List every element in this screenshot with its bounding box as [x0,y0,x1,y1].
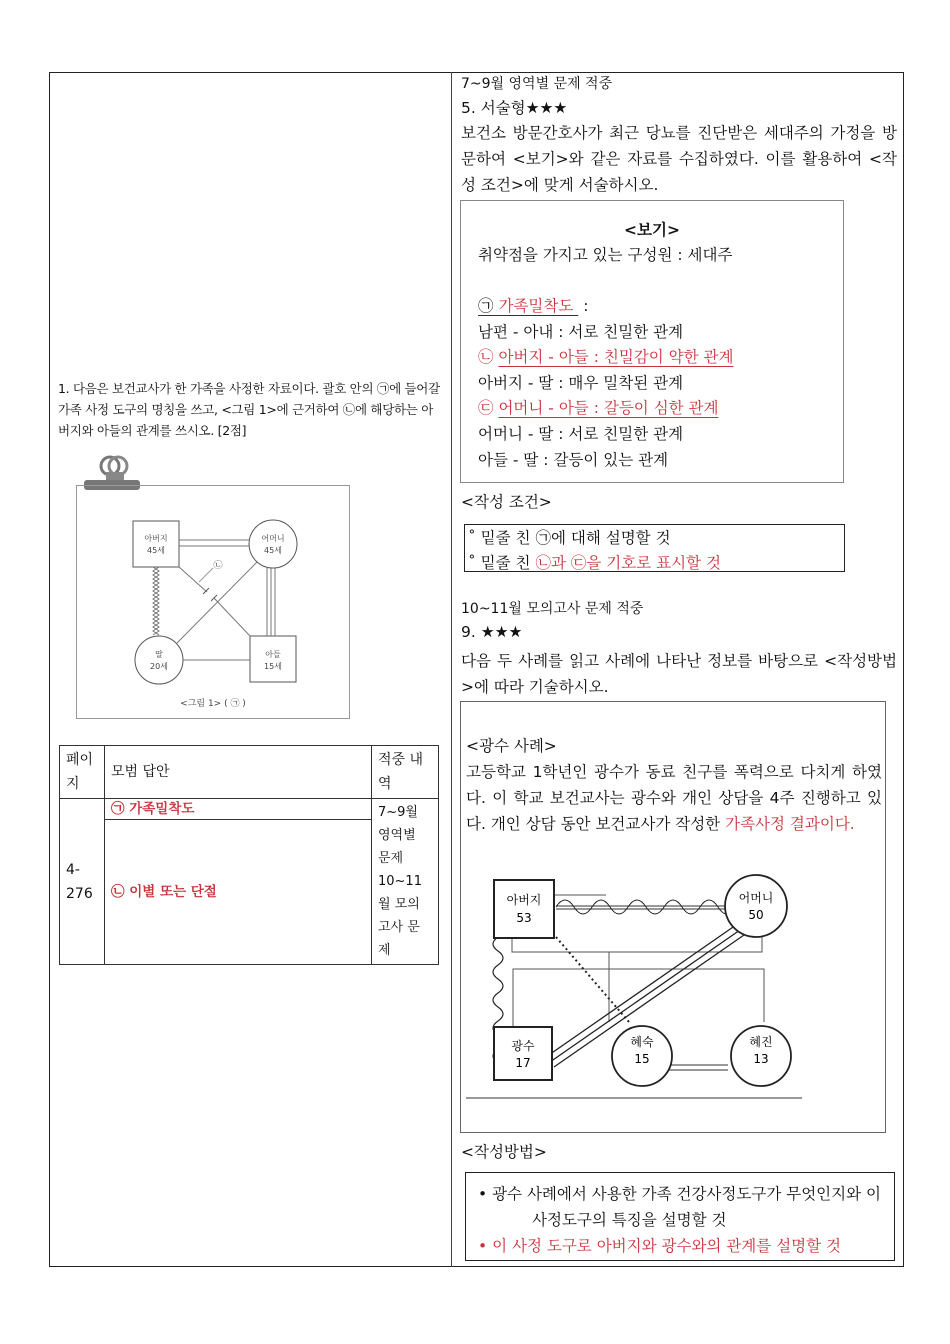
node-hyejin-age: 13 [753,1052,769,1066]
column-divider [451,72,452,1267]
node-gwangsu-name: 광수 [511,1039,535,1053]
answer-table [59,745,439,965]
bogi-tool: ㉠ 가족밀착도 : [478,297,589,315]
case-title: <광수 사례> [466,737,557,755]
marker-b: ㉡ [213,561,223,571]
node-father-name: 아버지 [144,534,168,543]
node-mother-name: 어머니 [261,534,285,543]
header-page: 페이지 [60,746,105,799]
section1-title: 7~9월 영역별 문제 적중 [461,76,613,92]
bogi-rel4: ㉢ 어머니 - 아들 : 갈등이 심한 관계 [478,399,719,417]
node-daughter-name: 딸 [155,650,163,659]
case-text: 고등학교 1학년인 광수가 동료 친구를 폭력으로 다치게 하였다. 이 학교 보건교사는 광수와 개인 상담을 4주 진행하고 있다. 개인 상담 동안 보건교사가 작성한 가족사정 결과이다. [466,763,882,833]
cond-2: ˚ 밑줄 친 ㉡과 ㉢을 기호로 표시할 것 [468,554,721,572]
node-mother [249,520,297,568]
cond-title: <작성 조건> [461,493,552,511]
question-1-text: 1. 다음은 보건교사가 한 가족을 사정한 자료이다. 괄호 안의 ㉠에 들어갈 가족 사정 도구의 명칭을 쓰고, <그림 1>에 근거하여 ㉡에 해당하는 아버지와 아들의 관계를 쓰시오. [2점] [58,381,440,438]
node-father2-age: 53 [516,911,532,925]
node-hyejin-name: 혜진 [749,1035,773,1049]
q5-text: 보건소 방문간호사가 최근 당뇨를 진단받은 세대주의 가정을 방문하여 <보기>와 같은 자료를 수집하였다. 이를 활용하여 <작성 조건>에 맞게 서술하시오. [461,124,897,194]
header-model-answer: 모범 답안 [105,746,372,799]
cell-page: 4-276 [60,799,105,965]
node-hyesuk-age: 15 [634,1052,650,1066]
bogi-line1: 취약점을 가지고 있는 구성원 : 세대주 [478,246,733,264]
node-father-age: 45세 [147,546,165,555]
mark-a: ㉠ [478,297,494,315]
bogi-rel5: 어머니 - 딸 : 서로 친밀한 관계 [478,425,684,443]
node-mother2 [725,875,787,937]
node-father2 [494,880,554,938]
bogi-rel3: 아버지 - 딸 : 매우 밀착된 관계 [478,374,684,392]
cell-hit: 7~9월 영역별 문제 10~11월 모의고사 문제 [372,799,439,965]
node-son-name: 아들 [265,650,281,659]
node-father2-name: 아버지 [506,893,542,907]
figure-1-caption: <그림 1> ( ㉠ ) [180,699,246,709]
node-gwangsu [494,1027,552,1080]
node-hyesuk-name: 혜숙 [630,1035,654,1049]
method-2: • 이 사정 도구로 아버지와 광수와의 관계를 설명할 것 [478,1237,841,1255]
method-title: <작성방법> [461,1143,547,1161]
cell-answer-b: ㉡ 이별 또는 단절 [105,820,372,965]
section2-title: 10~11월 모의고사 문제 적중 [461,601,644,617]
tool-name: 가족밀착도 [498,297,574,315]
node-gwangsu-age: 17 [515,1056,531,1070]
q9-title: 9. ★★★ [461,623,523,641]
bogi-rel1: 남편 - 아내 : 서로 친밀한 관계 [478,323,684,341]
method-1: • 광수 사례에서 사용한 가족 건강사정도구가 무엇인지와 이 [478,1185,881,1203]
bogi-rel6: 아들 - 딸 : 갈등이 있는 관계 [478,451,669,469]
method-1b: 사정도구의 특징을 설명할 것 [532,1211,727,1229]
figure-2-family-closeness [466,862,806,1102]
q5-title: 5. 서술형★★★ [461,99,568,117]
node-father [133,521,179,567]
node-daughter [135,636,183,684]
q9-text: 다음 두 사례를 읽고 사례에 나타난 정보를 바탕으로 <작성방법>에 따라 기술하시오. [461,652,897,696]
figure-1-family-closeness [76,485,350,719]
node-mother-age: 45세 [264,546,282,555]
header-hit: 적중 내역 [372,746,439,799]
node-mother2-name: 어머니 [738,891,774,905]
node-son [250,636,296,682]
cell-answer-a: ㉠ 가족밀착도 [105,799,372,820]
bogi-title: <보기> [624,221,680,239]
node-daughter-age: 20세 [150,662,168,671]
cond-1: ˚ 밑줄 친 ㉠에 대해 설명할 것 [468,529,671,547]
bogi-rel2: ㉡ 아버지 - 아들 : 친밀감이 약한 관계 [478,348,734,366]
node-son-age: 15세 [264,662,282,671]
node-mother2-age: 50 [748,908,764,922]
